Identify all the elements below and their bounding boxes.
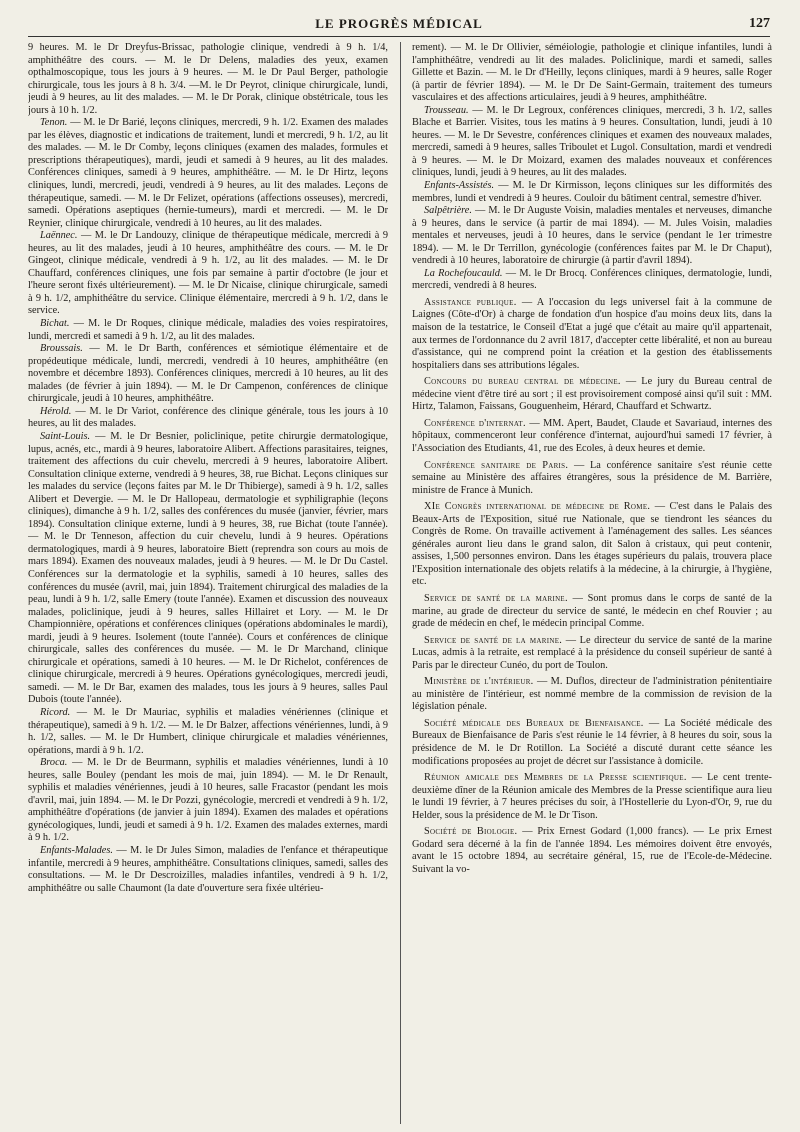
- paragraph: 9 heures. M. le Dr Dreyfus-Brissac, pathologie clinique, vendredi à 9 h. 1/4, amphithéâtre des cours. — M. le Dr Delens, maladies des yeux, examen opthalmoscopique, tous les jours à 9 heures. — M. le Dr Paul Berger, pathologie chirurgicale, tous les jours à 8 h. 3/4. —M. le Dr Peyrot, clinique chirurgicale, lundi, jeudi à 9 heures, au lit des malades. — M. le Dr Porak, clinique obstétricale, tous les jours à 10 h. 1/2.: [28, 42, 388, 116]
- news-heading: Conférence d'internat.: [424, 417, 526, 429]
- right-column: [412, 42, 772, 1126]
- section-heading: Ricord.: [40, 706, 71, 718]
- paragraph: La Rochefoucauld. — M. le Dr Brocq. Conférences cliniques, dermatologie, lundi, mercredi, vendredi à 8 heures.: [412, 267, 772, 292]
- section-heading: Broussais.: [40, 343, 83, 355]
- section-heading: Trousseau.: [424, 104, 469, 116]
- paragraph: Ricord. — M. le Dr Mauriac, syphilis et maladies vénériennes (clinique et thérapeutique), samedi à 9 h. 1/2. — M. le Dr Balzer, affections vénériennes, lundi, à 9 h. 1/2, salles. — M. le Dr Humbert, clinique chirurgicale et maladies vénériennes, opérations, mardi à 9 h. 1/2.: [28, 706, 388, 756]
- news-item: Concours du bureau central de médecine. — Le jury du Bureau central de médecine vient d'être tiré au sort ; il est provisoirement composé ainsi qu'il suit : MM. Hirtz, Talamon, Faissans, Gouguenheim, Hérard, Chauffard et Schwartz.: [412, 376, 772, 413]
- news-item: Conférence d'internat. — MM. Apert, Baudet, Claude et Savariaud, internes des hôpitaux, commenceront leur conférence d'internat, aujourd'hui samedi 17 février, à l'Association des Etudiants, 41, rue des Ecoles, à deux heures et demie.: [412, 417, 772, 454]
- news-heading: Réunion amicale des Membres de la Presse scientifique.: [424, 772, 687, 784]
- section-heading: La Rochefoucauld.: [424, 267, 503, 279]
- news-item: Service de santé de la marine. — Le directeur du service de santé de la marine Lucas, admis à la retraite, est remplacé à la présidence du conseil supérieur de santé à Paris par le directeur Cunéo, du port de Toulon.: [412, 634, 772, 671]
- news-item: Conférence sanitaire de Paris. — La conférence sanitaire s'est réunie cette semaine au Ministère des affaires étrangères, sous la présidence de M. Barrière, ministre de France à Munich.: [412, 459, 772, 496]
- section-heading: Saint-Louis.: [40, 430, 91, 442]
- news-heading: Ministère de l'intérieur.: [424, 676, 534, 688]
- paragraph: Salpêtrière. — M. le Dr Auguste Voisin, maladies mentales et nerveuses, dimanche à 9 heures, dans le service (à partir de mai 1894). — M. Jules Voisin, maladies mentales et nerveuses, jeudi à 10 heures, dans le service (pendant le 1er trimestre 1894). — M. le Dr Terrillon, gynécologie (conférences faites par M. le Dr Chaput), vendredi à 10 heures, laboratoire de chirurgie (à partir d'avril 1894).: [412, 205, 772, 267]
- news-item: XIe Congrès international de médecine de Rome. — C'est dans le Palais des Beaux-Arts de l'Exposition, situé rue Nationale, que se tiendront les séances du Congrès de Rome. On travaille activement à l'aménagement des salles. Les séances générales auront lieu dans le grand salon, dit Salon à cristaux, qui peut contenir, assises, 1,500 personnes environ. Dans les étages supérieurs du palais, trouvera place l'Exposition internationale des objets relatifs à la médecine, à la chirurgie, à l'hygiène, etc.: [412, 501, 772, 588]
- news-heading: Concours du bureau central de médecine.: [424, 376, 621, 388]
- journal-title: LE PROGRÈS MÉDICAL: [315, 16, 483, 31]
- paragraph: rement). — M. le Dr Ollivier, séméiologie, pathologie et clinique infantiles, lundi à l'amphithéâtre, vendredi au lit des malades. Policlinique, mardi et samedi, salles Gillette et Bazin. — M. le Dr d'Heilly, leçons cliniques, mardi à 9 heures, salle Roger (à partir de février 1894). — M. le Dr De Saint-Germain, traitement des tumeurs vasculaires et des affections articulaires, jeudi à 9 heures, amphithéâtre.: [412, 42, 772, 104]
- left-column: [28, 42, 388, 1126]
- news-item: Société médicale des Bureaux de Bienfaisance. — La Société médicale des Bureaux de Bienfaisance de Paris s'est réunie le 14 février, à 8 heures du soir, sous la présidence de M. le Dr Rotillon. La Société a discuté durant cette séance les modifications proposées au projet de décret sur l'assistance à domicile.: [412, 717, 772, 767]
- news-heading: Conférence sanitaire de Paris.: [424, 459, 569, 471]
- column-divider: [400, 42, 401, 1124]
- section-heading: Hérold.: [40, 405, 72, 417]
- section-heading: Enfants-Assistés.: [424, 180, 495, 192]
- paragraph: Enfants-Assistés. — M. le Dr Kirmisson, leçons cliniques sur les difformités des membres, lundi et vendredi à 9 heures. Couloir du bâtiment central, semestre d'hiver.: [412, 180, 772, 204]
- section-heading: Broca.: [40, 757, 68, 769]
- paragraph: Broussais. — M. le Dr Barth, conférences et sémiotique élémentaire et de propédeutique médicale, lundi, mercredi, vendredi à 10 heures, amphithéâtre (en novembre et décembre 1893). Conférences cliniques, mercredi à 10 heures, au lit des malades (de février à juin 1894). — M. le Dr Campenon, conférences de clinique chirurgicale, jeudi à 10 heures, amphithéâtre.: [28, 343, 388, 405]
- section-heading: Enfants-Malades.: [40, 845, 113, 856]
- news-item: Ministère de l'intérieur. — M. Duflos, directeur de l'administration pénitentiaire au ministère de l'intérieur, est nommé membre de la commission de revision de la législation pénale.: [412, 676, 772, 713]
- paragraph: Tenon. — M. le Dr Barié, leçons cliniques, mercredi, 9 h. 1/2. Examen des malades par les élèves, diagnostic et indications de traitement, lundi et mercredi, 9 h. 1/2, au lit des malades. — M. le Dr Comby, leçons cliniques (examen des malades, formules et prescriptions thérapeutiques), mardi, jeudi et samedi à 9 heures, au lit des malades. Conférences cliniques, samedi à 9 heures, amphithéâtre. — M. le Dr Hirtz, leçons cliniques, lundi, mercredi, jeudi, vendredi à 9 heures, au lit des malades. Leçons de thérapeutique, samedi. — M. le Dr Felizet, opérations (affections osseuses), mercredi, samedi. Opérations aseptiques (hernie-tumeurs), mardi et mercredi. — M. le Dr Reynier, clinique chirurgicale, vendredi à 10 heures, au lit des malades.: [28, 117, 388, 229]
- paragraph: Laënnec. — M. le Dr Landouzy, clinique de thérapeutique médicale, mercredi à 9 heures, au lit des malades, jeudi à 10 heures, amphithéâtre des cours. — M. le Dr Gingeot, clinique médicale, vendredi à 9 h. 1/2, au lit des malades. — M. le Dr Chauffard, conférences cliniques, une fois par semaine à partir d'octobre (le jour et l'heure seront fixés ultérieurement). — M. le Dr Nicaise, clinique chirurgicale, samedi à 9 h. 1/2, amphithéâtre du service. Clinique élémentaire, mercredi à 9 h. 1/2, dans le service.: [28, 230, 388, 317]
- news-item: Assistance publique. — A l'occasion du legs universel fait à la commune de Laignes (Côte-d'Or) à charge de fondation d'un hospice d'au moins deux lits, dans la maison de la testatrice, le Conseil d'Etat a jugé que c'était au maire qu'il appartenait, aux termes de l'ordonnance du 2 avril 1817, d'accepter cette libéralité, et non au bureau d'assistance, qui ne comprend point la création et la gestion des établissements hospitaliers dans ses attributions légales.: [412, 296, 772, 371]
- paragraph: Bichat. — M. le Dr Roques, clinique médicale, maladies des voies respiratoires, lundi, mercredi et samedi à 9 h. 1/2, au lit des malades.: [28, 318, 388, 342]
- news-item: Société de Biologie. — Prix Ernest Godard (1,000 francs). — Le prix Ernest Godard sera décerné à la fin de l'année 1894. Les mémoires doivent être envoyés, avant le 15 octobre 1894, au secrétaire général, 15, rue de l'Ecole-de-Médecine. Suivant la vo-: [412, 826, 772, 875]
- page-number: 127: [749, 16, 770, 31]
- news-heading: XIe Congrès international de médecine de Rome.: [424, 501, 651, 513]
- page-header: [28, 14, 770, 37]
- section-heading: Salpêtrière.: [424, 205, 472, 217]
- paragraph: Saint-Louis. — M. le Dr Besnier, policlinique, petite chirurgie dermatologique, lupus, acnés, etc., mardi à 9 heures, laboratoire Alibert. Affections parasitaires, teignes, traitement des affections du cuir chevelu, mercredi à 9 heures, laboratoire Alibert. Consultation clinique externe, vendredi à 9 heures, 38, rue Bichat. Leçons cliniques sur les malades du service (leçons faites par M. le Dr Thibierge), samedi à 9 h. 1/2, salles Alibert et Devergie. — M. le Dr Hallopeau, dermatologie et syphiligraphie (leçons cliniques), dimanche à 9 h. 1/2, salles des conférences du musée (janvier, février, mars 1894). Consultation clinique externe, lundi à 9 heures, 38, rue Bichat (toute l'année). — M. le Dr Tenneson, affection du cuir chevelu, lundi à 9 heures. Opérations dermatologiques, mardi à 9 heures, laboratoire Biett (reprendra son cours au mois de mars 1894). Examen des nouveaux malades, jeudi à 9 heures. — M. le Dr Du Castel. Conférences sur la dermatologie et la syphilis, samedi à 10 heures, salles des conférences du musée (avril, mai, juin 1894). Traitement chirurgical des maladies de la peau, lundi à 9 h. 1/2, salle Emery (toute l'année). Examen et discussion des nouveaux malades, policlinique, jeudi à 9 heures, salles Hillairet et Lory. — M. le Dr Championnière, opérations et conférences cliniques (opérations abdominales le mardi), mardi, jeudi à 9 heures. Isolement (toute l'année). Cours et conférences de clinique chirurgicale, salles des conférences du musée. — M. le Dr Marchand, clinique chirurgicale et opérations, samedi à 10 heures. — M. le Dr Richelot, conférences de clinique chirurgicale, mercredi à 9 heures. Opérations gynécologiques, mercredi jeudi, samedi. — M. le Dr Bar, examen des malades, tous les jours à 9 heures, salles Paul Dubois (toute l'année).: [28, 430, 388, 706]
- section-heading: Bichat.: [40, 318, 70, 330]
- news-item: Service de santé de la marine. — Sont promus dans le corps de santé de la marine, au grade de directeur du service de santé, le médecin en chef Rouvier ; au grade de médecin en chef, le médecin principal Comme.: [412, 592, 772, 630]
- section-heading: Tenon.: [40, 117, 68, 129]
- paragraph: Hérold. — M. le Dr Variot, conférence des clinique générale, tous les jours à 10 heures, au lit des malades.: [28, 405, 388, 430]
- paragraph: Broca. — M. le Dr de Beurmann, syphilis et maladies vénériennes, lundi à 10 heures, salle Bouley (pendant les mois de mai, juin 1894). — M. le Dr Renault, syphilis et maladies vénériennes, jeudi à 10 heures, salle Fracastor (pendant les mois d'avril, mai, juin 1894. — M. le Dr Pozzi, gynécologie, mercredi et vendredi à 9 h. 1/2, amphithéâtre d'opérations (de janvier à juin 1894). Examen des malades et opérations gynécologiques, lundi, jeudi et samedi à 9 h. 1/2. Examen des malades externes, mardi à 9 h. 1/2.: [28, 757, 388, 844]
- news-heading: Service de santé de la marine.: [424, 634, 563, 646]
- news-item: Réunion amicale des Membres de la Presse scientifique. — Le cent trente-deuxième dîner de la Réunion amicale des Membres de la Presse scientifique aura lieu le lundi 19 février, à 7 heures précises du soir, à l'Hostellerie du Lyon-d'Or, 9, rue du Helder, sous la présidence de M. le Dr Tison.: [412, 772, 772, 821]
- news-heading: Société médicale des Bureaux de Bienfaisance.: [424, 717, 644, 729]
- news-heading: Société de Biologie.: [424, 826, 518, 838]
- news-heading: Assistance publique.: [424, 296, 517, 308]
- section-heading: Laënnec.: [40, 230, 78, 242]
- news-heading: Service de santé de la marine.: [424, 592, 568, 604]
- paragraph: Trousseau. — M. le Dr Legroux, conférences cliniques, mercredi, 3 h. 1/2, salles Blache et Barrier. Visites, tous les matins à 9 heures. Consultation, lundi, jeudi à 10 heures. — M. le Dr Sevestre, conférences cliniques et examen des nouveaux malades, mercredi, samedi à 9 heures, salles Triboulet et Lugol. Consultation, mardi et vendredi à 9 heures. — M. le Dr Moizard, examen des malades nouveaux et conférences cliniques, lundi, jeudi à 9 heures, au lit des malades.: [412, 104, 772, 179]
- paragraph: Enfants-Malades. — M. le Dr Jules Simon, maladies de l'enfance et thérapeutique infantile, mercredi à 9 heures, amphithéâtre. Consultations cliniques, samedi, salles des consultations. — M. le Dr Descroizilles, maladies infantiles, vendredi à 9 h. 1/2, amphithéâtre ou salle Chaumont (la date d'ouverture sera fixée ultérieu-: [28, 845, 388, 894]
